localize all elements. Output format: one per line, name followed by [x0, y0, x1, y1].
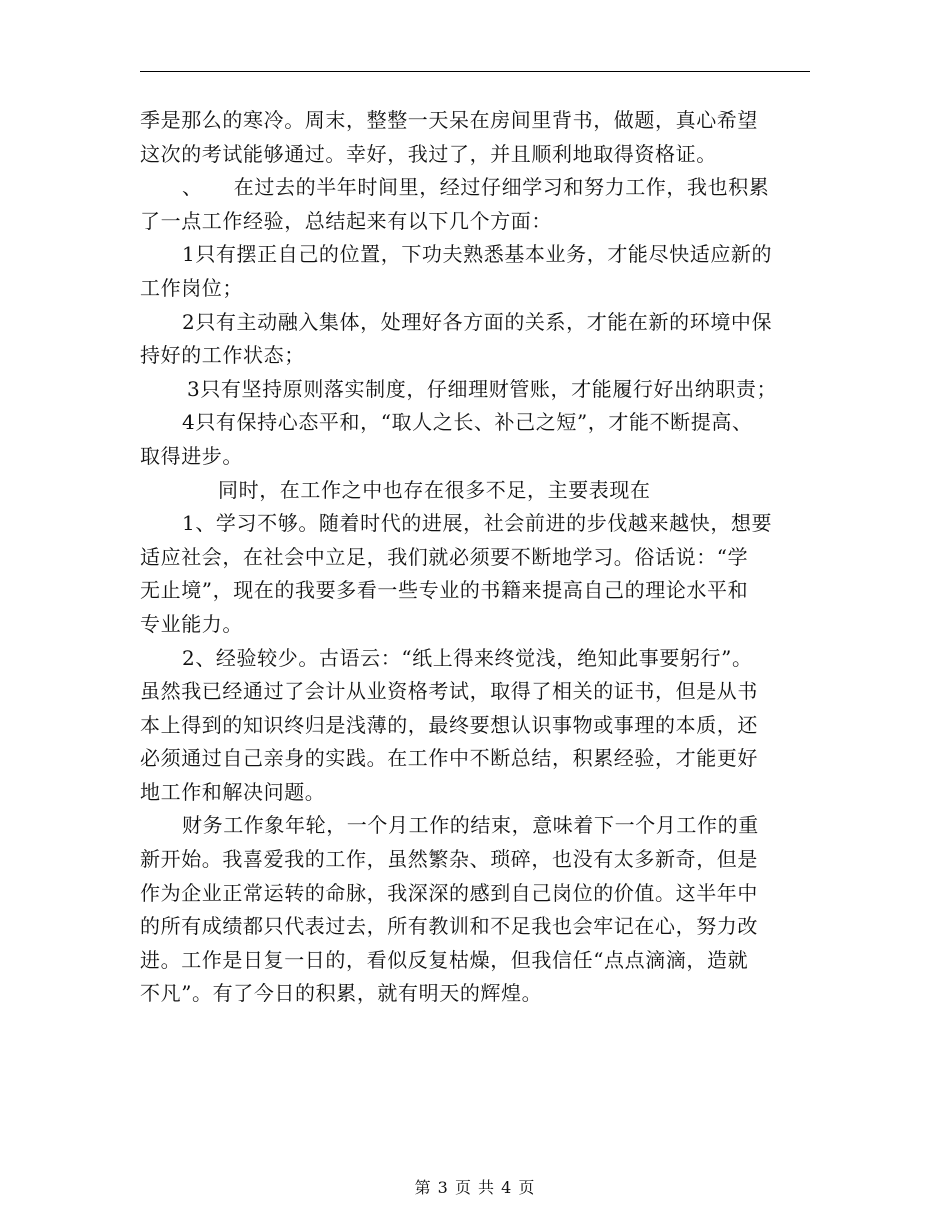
text-line: 2只有主动融入集体，处理好各方面的关系，才能在新的环境中保 [182, 309, 773, 334]
text-line: 不凡”。有了今日的积累，就有明天的辉煌。 [140, 981, 543, 1006]
text-line: 进。工作是日复一日的，看似反复枯燥，但我信任“点点滴滴，造就 [140, 947, 749, 972]
text-line: 持好的工作状态； [140, 343, 305, 368]
document-body [140, 104, 812, 1011]
text-line: 取得进步。 [140, 443, 243, 468]
text-line: 同时，在工作之中也存在很多不足，主要表现在 [218, 477, 651, 502]
text-line: 、 在过去的半年时间里，经过仔细学习和努力工作，我也积累 [182, 175, 770, 200]
text-line: 了一点工作经验，总结起来有以下几个方面： [140, 208, 552, 233]
text-line: 虽然我已经通过了会计从业资格考试，取得了相关的证书，但是从书 [140, 679, 758, 704]
text-line: 地工作和解决问题。 [140, 779, 326, 804]
text-line: 专业能力。 [140, 611, 243, 636]
text-line: 财务工作象年轮，一个月工作的结束，意味着下一个月工作的重 [182, 813, 759, 838]
page-number: 第 3 页 共 4 页 [414, 1178, 536, 1197]
text-line: 作为企业正常运转的命脉，我深深的感到自己岗位的价值。这半年中 [140, 880, 758, 905]
text-line: 适应社会，在社会中立足，我们就必须要不断地学习。俗话说：“学 [140, 544, 749, 569]
text-line: 新开始。我喜爱我的工作，虽然繁杂、琐碎，也没有太多新奇，但是 [140, 847, 758, 872]
header-rule [140, 71, 810, 72]
text-line: 1只有摆正自己的位置，下功夫熟悉基本业务，才能尽快适应新的 [182, 242, 773, 267]
text-line: 3只有坚持原则落实制度，仔细理财管账，才能履行好出纳职责； [187, 376, 778, 401]
text-line: 这次的考试能够通过。幸好，我过了，并且顺利地取得资格证。 [140, 141, 717, 166]
text-line: 2、经验较少。古语云：“纸上得来终觉浅，绝知此事要躬行”。 [182, 645, 753, 670]
text-line: 本上得到的知识终归是浅薄的，最终要想认识事物或事理的本质，还 [140, 712, 758, 737]
page-footer [0, 1175, 950, 1198]
text-line: 的所有成绩都只代表过去，所有教训和不足我也会牢记在心，努力改 [140, 914, 758, 939]
text-line: 无止境”，现在的我要多看一些专业的书籍来提高自己的理论水平和 [140, 578, 749, 603]
text-line: 季是那么的寒冷。周末，整整一天呆在房间里背书，做题，真心希望 [140, 108, 758, 132]
text-line: 工作岗位； [140, 275, 243, 300]
text-line: 必须通过自己亲身的实践。在工作中不断总结，积累经验，才能更好 [140, 746, 758, 771]
text-line: 4只有保持心态平和，“取人之长、补己之短”，才能不断提高、 [182, 410, 753, 435]
text-line: 1、学习不够。随着时代的进展，社会前进的步伐越来越快，想要 [182, 511, 773, 536]
